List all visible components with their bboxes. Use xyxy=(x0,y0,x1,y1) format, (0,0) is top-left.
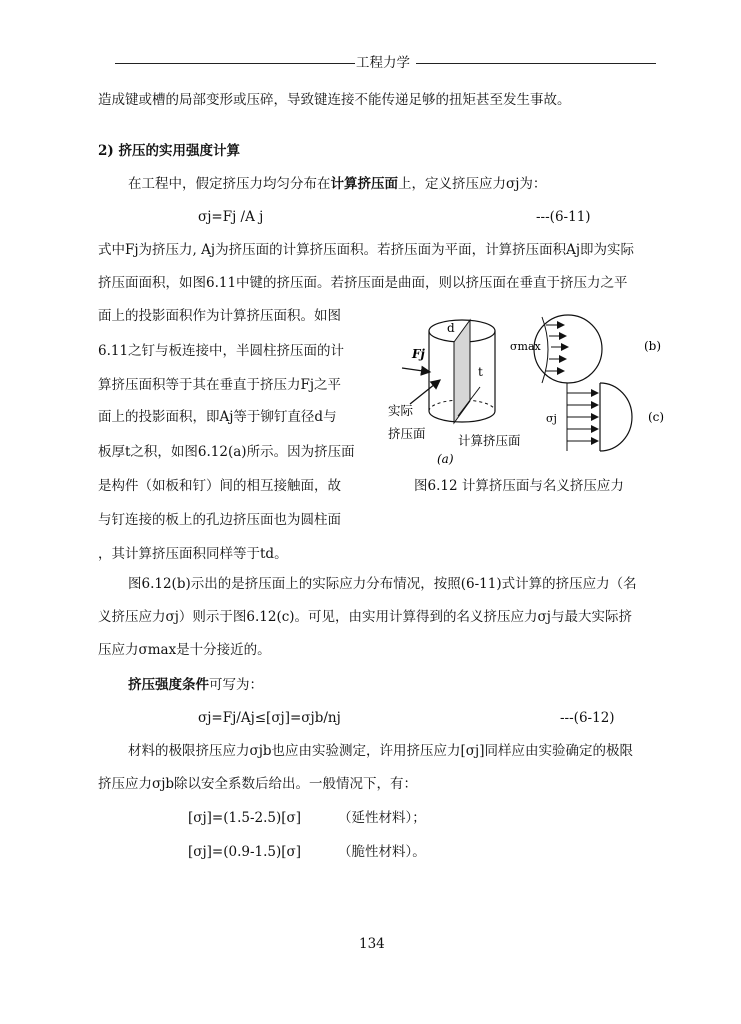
formula-6-12-number: ---(6-12) xyxy=(560,710,615,726)
para1-line xyxy=(128,175,546,193)
label-c: (c) xyxy=(648,410,665,424)
section-title: 2) 挤压的实用强度计算 xyxy=(98,143,240,159)
label-calc-surface: 计算挤压面 xyxy=(458,433,521,448)
header-title: 工程力学 xyxy=(356,55,410,71)
header-rule-left xyxy=(115,63,355,64)
formula-6-12: σj=Fj/Aj≤[σj]=σjb/nj xyxy=(198,710,341,726)
para2-line10: ，其计算挤压面积同样等于td。 xyxy=(98,546,288,562)
para2-line6: 面上的投影面积，即Aj等于铆钉直径d与 xyxy=(98,409,337,425)
para1-bold: 计算挤压面 xyxy=(330,176,398,192)
ratio1-note: （延性材料）； xyxy=(338,810,426,826)
label-sigma-max: σmax xyxy=(510,340,541,353)
figure-6-12 xyxy=(380,305,680,470)
formula-6-11-number: ---(6-11) xyxy=(536,209,591,225)
label-force: Fj xyxy=(412,347,425,361)
para4-line1: 材料的极限挤压应力σjb也应由实验测定，许用挤压应力[σj]同样应由实验确定的极限 xyxy=(128,743,633,759)
para2-line4: 6.11之钉与板连接中，半圆柱挤压面的计 xyxy=(98,343,345,359)
formula-6-11: σj=Fj /A j xyxy=(198,209,264,225)
page-number: 134 xyxy=(359,936,385,952)
para4-line2: 挤压应力σjb除以安全系数后给出。一般情况下，有： xyxy=(98,776,418,792)
para3-line3: 压应力σmax是十分接近的。 xyxy=(98,642,271,658)
stress-diagram-b xyxy=(534,315,602,383)
ratio2-formula: [σj]=(0.9-1.5)[σ] xyxy=(188,844,302,860)
ratio2-note: （脆性材料）。 xyxy=(338,844,426,860)
para3-line1: 图6.12(b)示出的是挤压面上的实际应力分布情况，按照(6-11)式计算的挤压应力（名 xyxy=(128,576,637,592)
actual-surface-pointer xyxy=(410,380,440,404)
para2-line9: 与钉连接的板上的孔边挤压面也为圆柱面 xyxy=(98,512,341,528)
para2-line8: 是构件（如板和钉）间的相互接触面，故 xyxy=(98,478,341,494)
force-arrow xyxy=(402,368,430,372)
condition-line xyxy=(128,676,263,694)
para2-line3: 面上的投影面积作为计算挤压面积。如图 xyxy=(98,308,341,324)
ratio1-formula: [σj]=(1.5-2.5)[σ] xyxy=(188,810,302,826)
para2-line2: 挤压面面积，如图6.11中键的挤压面。若挤压面是曲面，则以挤压面在垂直于挤压力之平 xyxy=(98,275,628,291)
para1-pre: 在工程中，假定挤压力均匀分布在 xyxy=(128,176,331,192)
condition-bold: 挤压强度条件 xyxy=(128,677,209,693)
label-t: t xyxy=(478,365,483,379)
intro-text: 造成键或槽的局部变形或压碎，导致键连接不能传递足够的扭矩甚至发生事故。 xyxy=(98,92,571,108)
label-sigma-j: σj xyxy=(546,412,557,425)
para1-post: 上，定义挤压应力σj为： xyxy=(398,176,547,192)
stress-diagram-c xyxy=(567,383,632,451)
label-actual-2: 挤压面 xyxy=(388,426,426,441)
para2-line1: 式中Fj为挤压力, Aj为挤压面的计算挤压面积。若挤压面为平面，计算挤压面积Aj即为实际 xyxy=(98,242,635,258)
label-d: d xyxy=(447,321,455,335)
header-rule-right xyxy=(416,63,656,64)
para3-line2: 义挤压应力σj）则示于图6.12(c)。可见，由实用计算得到的名义挤压应力σj与最大实际挤 xyxy=(98,609,632,625)
figure-caption: 图6.12 计算挤压面与名义挤压应力 xyxy=(414,478,624,494)
label-a: (a) xyxy=(437,452,454,466)
condition-post: 可写为： xyxy=(209,677,263,693)
para2-line7: 板厚t之积，如图6.12(a)所示。因为挤压面 xyxy=(98,444,355,460)
label-actual: 实际 xyxy=(388,403,414,418)
label-b: (b) xyxy=(644,339,662,353)
para2-line5: 算挤压面积等于其在垂直于挤压力Fj之平 xyxy=(98,377,342,393)
